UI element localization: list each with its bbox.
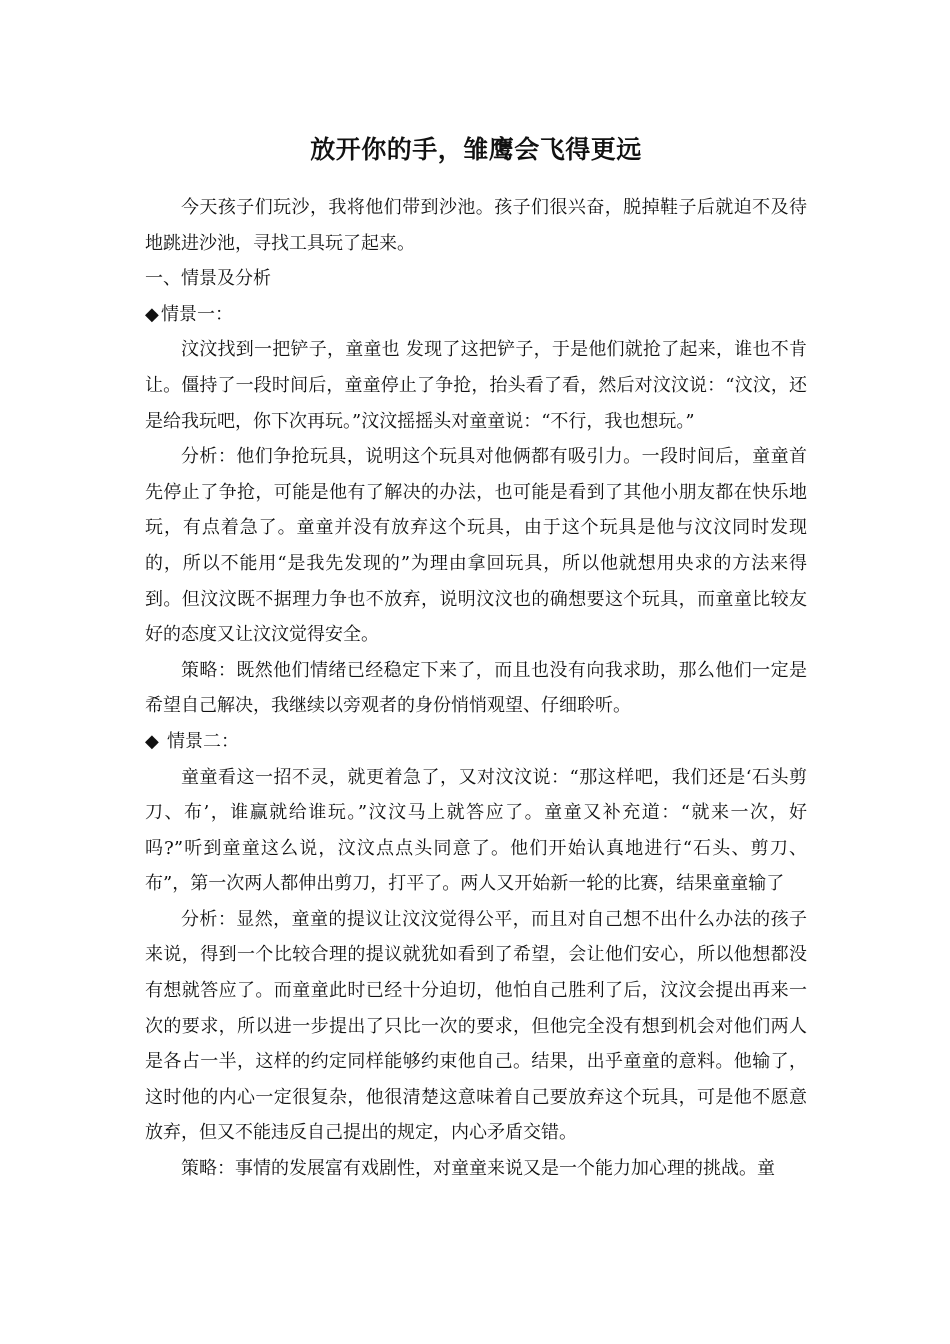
scene1-heading-line (145, 297, 807, 333)
scene2-strategy: 策略：事情的发展富有戏剧性，对童童来说又是一个能力加心理的挑战。童 (181, 1158, 775, 1180)
scene1-heading: 情景一： (161, 303, 233, 325)
scene1-text: 汶汶找到一把铲子，童童也 发现了这把铲子，于是他们就抢了起来，谁也不肯让。僵持了一段时间后，童童停止了争抢，抬头看了看，然后对汶汶说：“汶汶，还是给我玩吧，你下次再玩。”汶汶摇摇头对童童说：“不行，我也想玩。” (145, 339, 807, 432)
scene1-analysis: 分析：他们争抢玩具，说明这个玩具对他俩都有吸引力。一段时间后，童童首先停止了争抢，可能是他有了解决的办法，也可能是看到了其他小朋友都在快乐地玩，有点着急了。童童并没有放弃这个玩具，由于这个玩具是他与汶汶同时发现的，所以不能用“是我先发现的”为理由拿回玩具，所以他就想用央求的方法来得到。但汶汶既不据理力争也不放弃，说明汶汶也的确想要这个玩具，而童童比较友好的态度又让汶汶觉得安全。 (145, 446, 807, 646)
diamond-bullet-icon: ◆ (145, 730, 159, 752)
scene2-text: 童童看这一招不灵，就更着急了，又对汶汶说：“那这样吧，我们还是‘石头剪刀、布’，谁赢就给谁玩。”汶汶马上就答应了。童童又补充道：“就来一次，好吗?”听到童童这么说，汶汶点点头同意了。他们开始认真地进行“石头、剪刀、布”，第一次两人都伸出剪刀，打平了。两人又开始新一轮的比赛，结果童童输了 (145, 766, 807, 895)
scene2-analysis: 分析：显然，童童的提议让汶汶觉得公平，而且对自己想不出什么办法的孩子来说，得到一个比较合理的提议就犹如看到了希望，会让他们安心，所以他想都没有想就答应了。而童童此时已经十分迫切，他怕自己胜利了后，汶汶会提出再来一次的要求，所以进一步提出了只比一次的要求，但他完全没有想到机会对他们两人是各占一半，这样的约定同样能够约束他自己。结果，出乎童童的意料。他输了，这时他的内心一定很复杂，他很清楚这意味着自己要放弃这个玩具，可是他不愿意放弃，但又不能违反自己提出的规定，内心矛盾交错。 (145, 908, 807, 1144)
intro-paragraph: 今天孩子们玩沙，我将他们带到沙池。孩子们很兴奋，脱掉鞋子后就迫不及待地跳进沙池，寻找工具玩了起来。 (145, 197, 807, 254)
scene2-heading: 情景二： (167, 730, 239, 752)
document-body (145, 190, 807, 1187)
diamond-bullet-icon: ◆ (145, 303, 159, 325)
scene2-heading-line (145, 724, 807, 760)
section-heading: 一、情景及分析 (145, 268, 271, 290)
document-title: 放开你的手，雏鹰会飞得更远 (310, 135, 642, 164)
scene1-strategy: 策略：既然他们情绪已经稳定下来了，而且也没有向我求助，那么他们一定是希望自己解决，我继续以旁观者的身份悄悄观望、仔细聆听。 (145, 659, 807, 717)
